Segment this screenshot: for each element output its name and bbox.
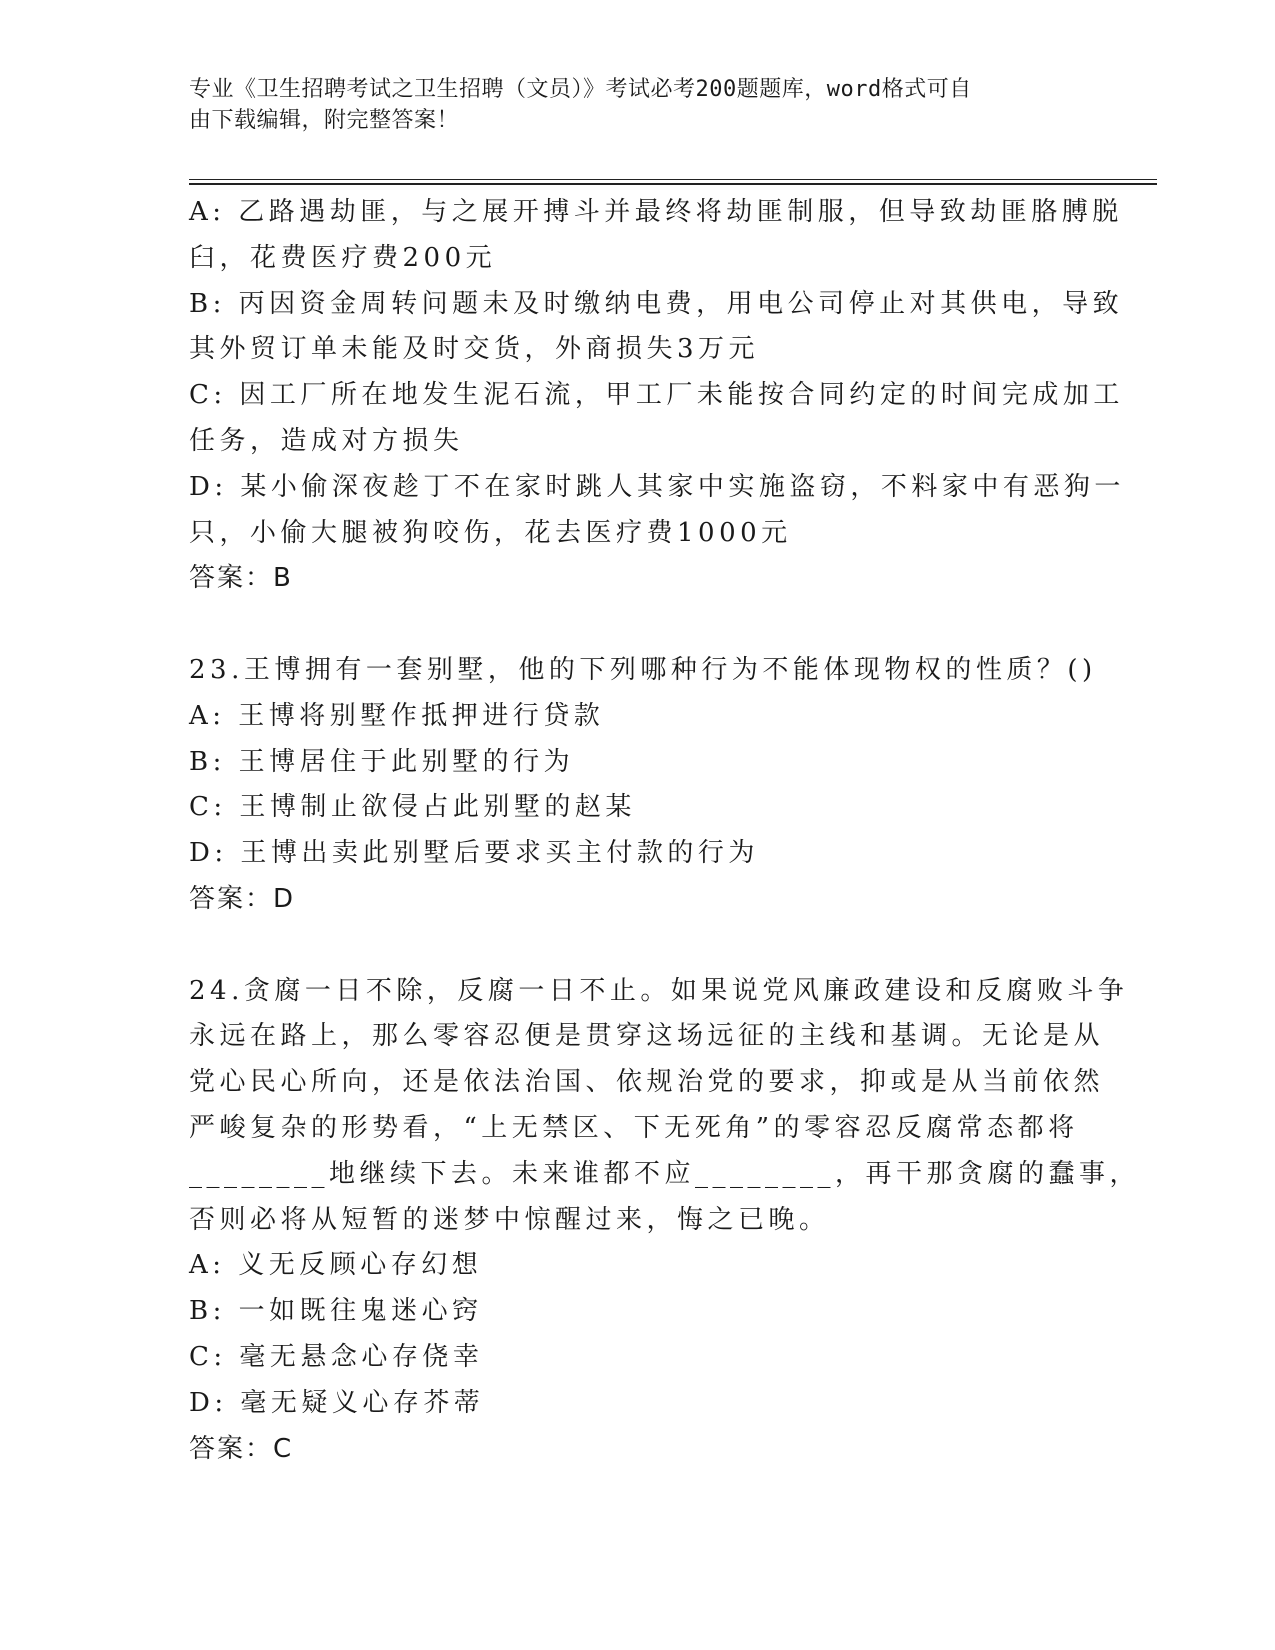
q24-option-d: D: 毫无疑义心存芥蒂 [189,1387,485,1418]
document-body [189,190,1141,1472]
q24-question-line-4: 严峻复杂的形势看，“上无禁区、下无死角”的零容忍反腐常态都将 [189,1112,1079,1143]
question-24-block [189,969,1141,1473]
q24-question-line-2: 永远在路上，那么零容忍便是贯穿这场远征的主线和基调。无论是从 [189,1021,1105,1052]
q22-option-b-line-2: 其外贸订单未能及时交货，外商损失3万元 [189,334,760,365]
q24-question-line-1: 24.贪腐一日不除，反腐一日不止。如果说党风廉政建设和反腐败斗争 [189,975,1129,1006]
spacer [189,602,1089,648]
q22-option-a-line-1: A: 乙路遇劫匪，与之展开搏斗并最终将劫匪制服，但导致劫匪胳膊脱 [189,197,1123,227]
q24-option-b: B: 一如既往鬼迷心窍 [189,1296,483,1327]
q24-question-line-6: 否则必将从短暂的迷梦中惊醒过来，悔之已晚。 [189,1204,830,1235]
spacer [189,923,1089,969]
q24-option-a: A: 义无反顾心存幻想 [189,1250,483,1281]
q23-option-b: B: 王博居住于此别墅的行为 [189,746,575,777]
q22-option-c-line-1: C: 因工厂所在地发生泥石流，甲工厂未能按合同约定的时间完成加工 [189,380,1124,411]
q23-option-d: D: 王博出卖此别墅后要求买主付款的行为 [189,838,759,869]
document-header [189,74,1069,136]
q22-answer: 答案：B [189,563,293,594]
header-divider-thin [189,179,1157,180]
header-line-1: 专业《卫生招聘考试之卫生招聘（文员）》考试必考200题题库，word格式可自 [189,77,972,102]
q23-answer: 答案：D [189,883,296,914]
q22-option-d-line-2: 只，小偷大腿被狗咬伤，花去医疗费1000元 [189,517,792,548]
q23-option-a: A: 王博将别墅作抵押进行贷款 [189,700,605,731]
q23-question: 23.王博拥有一套别墅，他的下列哪种行为不能体现物权的性质？() [189,654,1097,685]
q24-option-c: C: 毫无悬念心存侥幸 [189,1341,484,1372]
q24-question-line-3: 党心民心所向，还是依法治国、依规治党的要求，抑或是从当前依然 [189,1067,1105,1098]
q22-option-d-line-1: D: 某小偷深夜趁丁不在家时跳人其家中实施盗窃，不料家中有恶狗一 [189,471,1125,502]
header-divider-thick [189,183,1157,185]
question-22-block [189,190,1125,602]
question-23-block [189,648,1097,923]
q24-question-line-5: ________地继续下去。未来谁都不应________，再干那贪腐的蠢事， [189,1158,1141,1189]
header-line-2: 由下载编辑，附完整答案！ [189,108,460,133]
q22-option-c-line-2: 任务，造成对方损失 [189,425,464,456]
q22-option-b-line-1: B: 丙因资金周转问题未及时缴纳电费，用电公司停止对其供电，导致 [189,288,1124,319]
q24-answer: 答案：C [189,1433,294,1464]
q23-option-c: C: 王博制止欲侵占此别墅的赵某 [189,792,636,823]
q22-option-a-line-2: 臼，花费医疗费200元 [189,242,497,273]
